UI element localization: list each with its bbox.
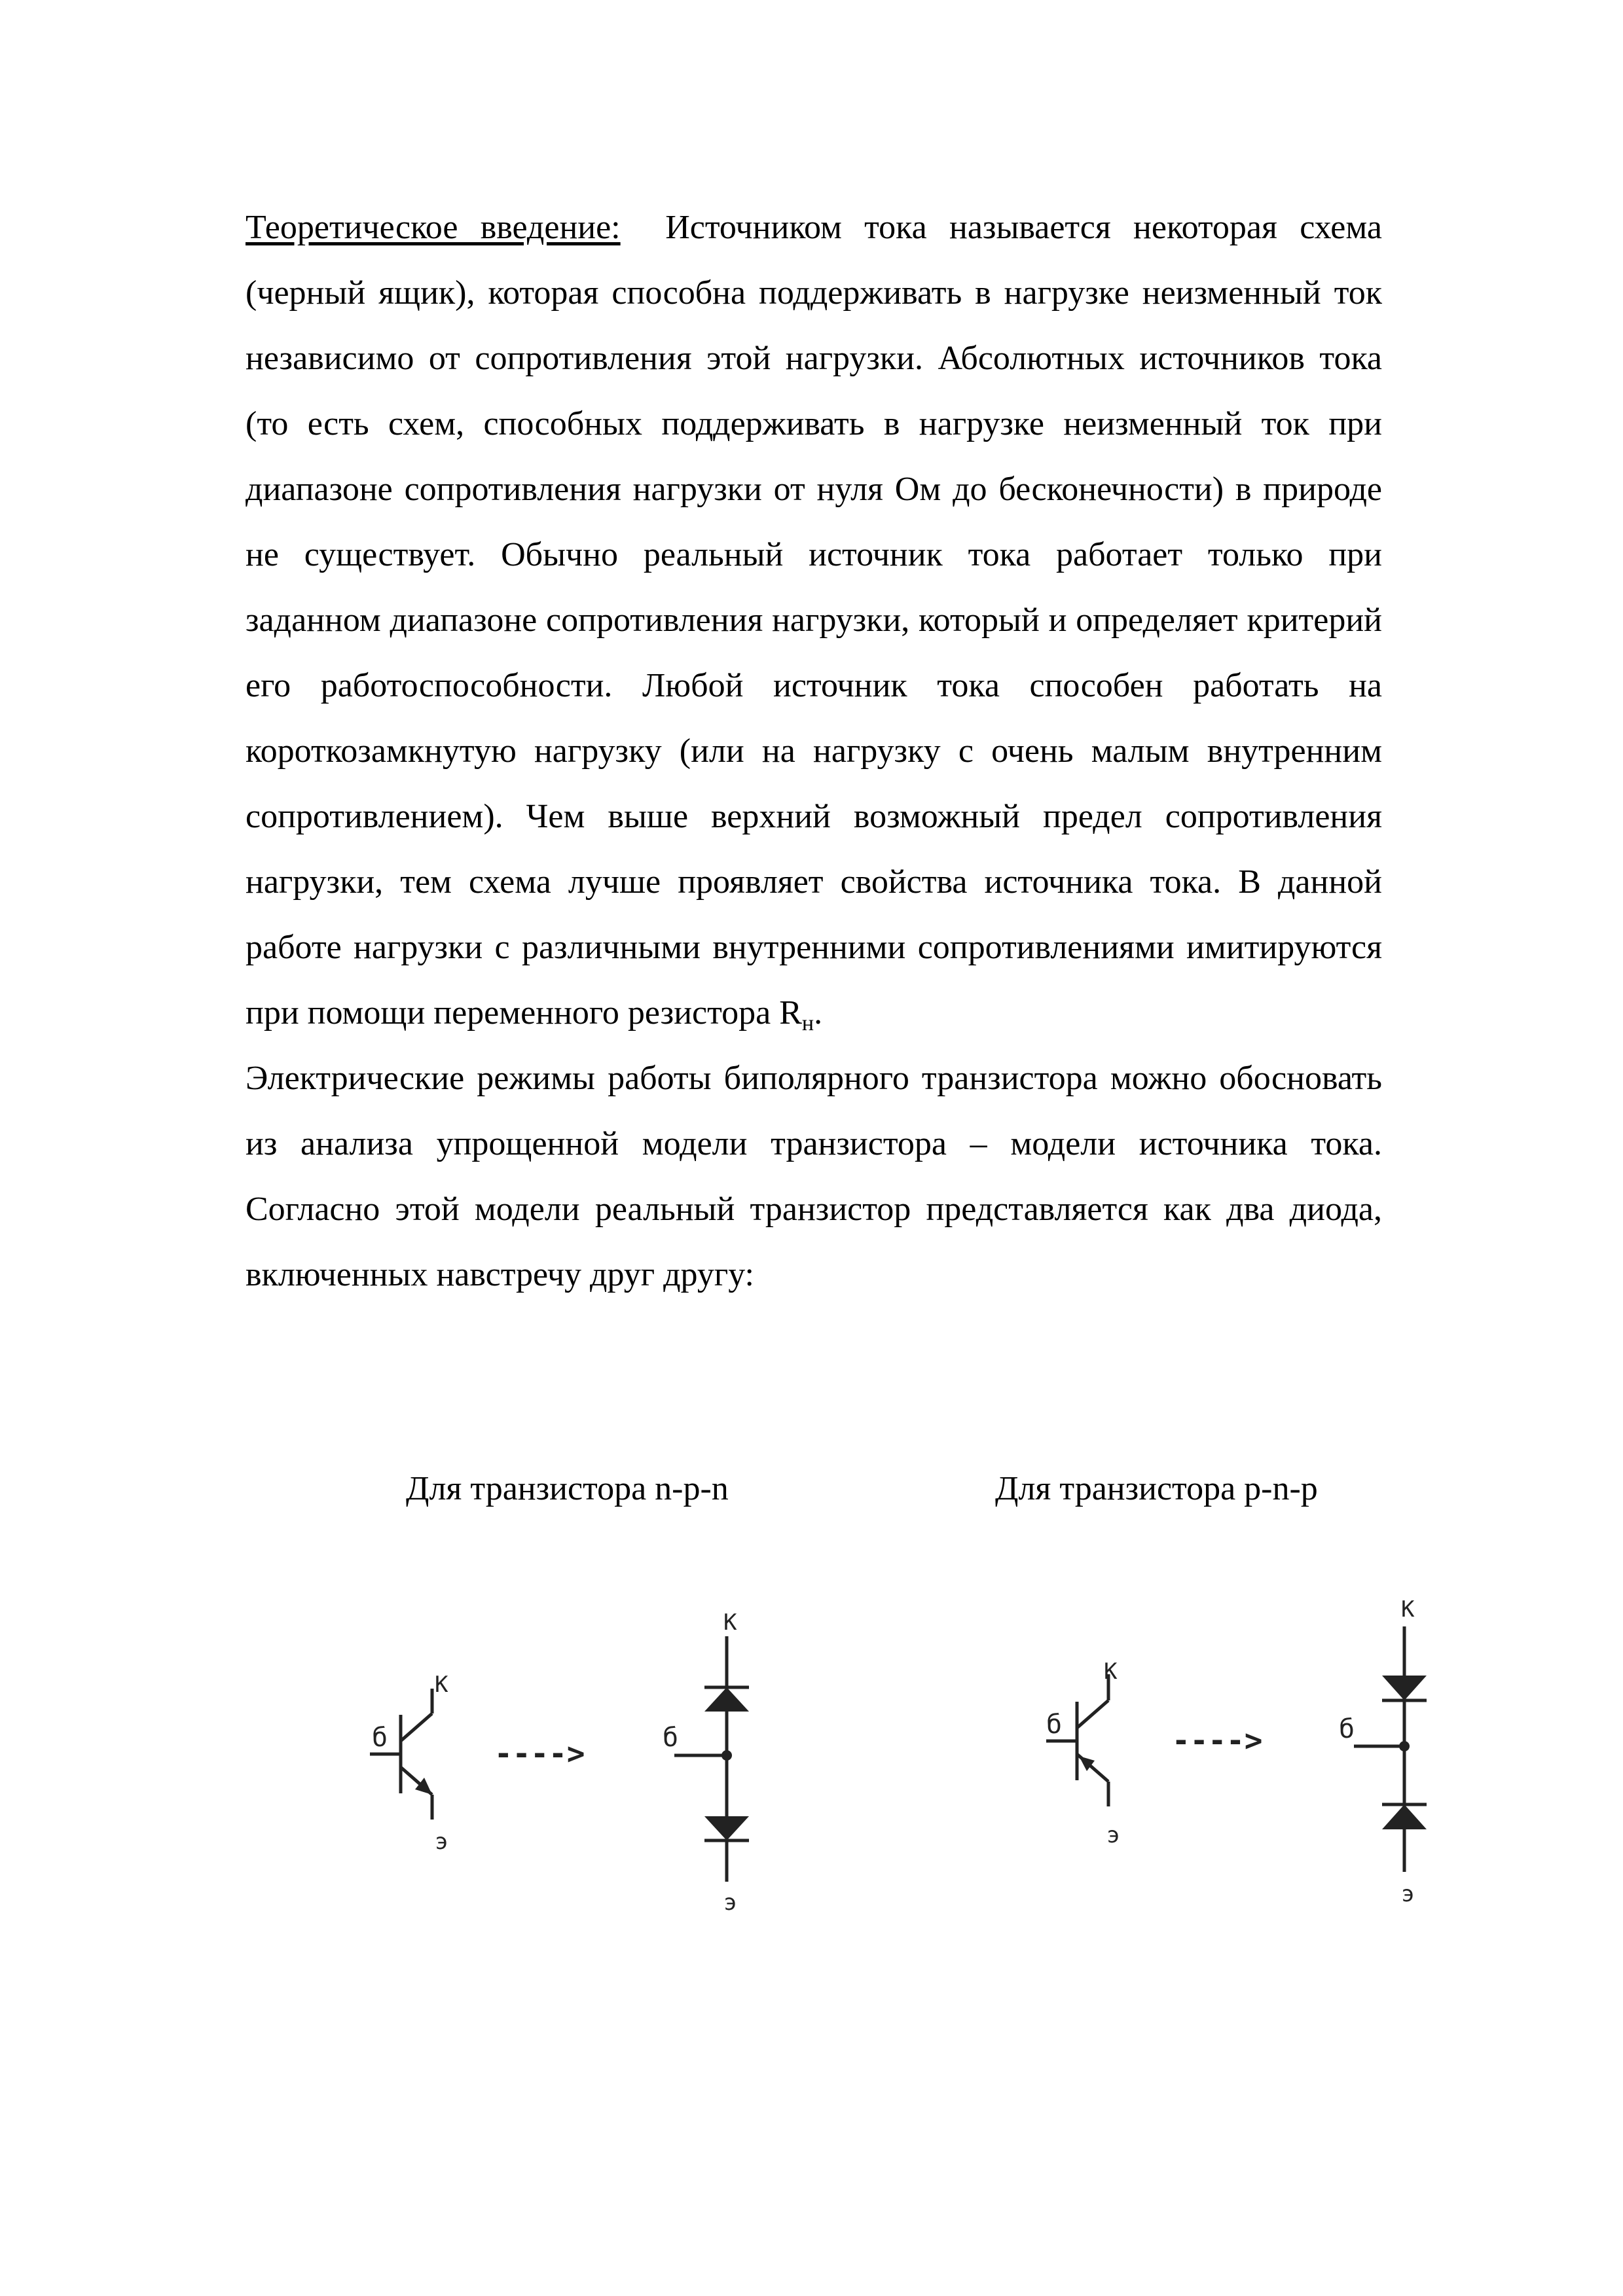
npn-transistor-symbol <box>370 1689 432 1820</box>
caption-npn: Для транзистора n-p-n <box>406 1470 729 1507</box>
model-paragraph: Электрические режимы работы биполярного транзистора можно обосновать из анализа упрощенной модели транзистора – модели источника тока. Согласно этой модели реальный транзистор представляется как два диода, включенных навстречу друг другу: <box>246 1060 1382 1293</box>
pnp-emitter-label: э <box>1106 1822 1120 1848</box>
npn-diode-base-label: б <box>663 1723 679 1753</box>
npn-diode-collector-label: К <box>723 1609 737 1636</box>
pnp-base-label: б <box>1046 1710 1063 1740</box>
pnp-diode-base-label: б <box>1339 1714 1355 1744</box>
pnp-arrow: ----> <box>1172 1723 1263 1758</box>
resistor-end: . <box>814 994 823 1031</box>
pnp-diode-collector-label: К <box>1401 1596 1415 1623</box>
npn-diode-emitter-label: э <box>723 1890 737 1916</box>
pnp-transistor-symbol <box>1046 1674 1108 1806</box>
npn-arrow: ----> <box>494 1736 585 1771</box>
npn-base-label: б <box>372 1723 388 1753</box>
npn-emitter-label: э <box>435 1829 448 1855</box>
pnp-diode-model <box>1354 1626 1427 1872</box>
resistor-subscript: н <box>801 1011 814 1035</box>
intro-text: Источником тока называется некоторая схема (черный ящик), которая способна поддерживать в нагрузке неизменный ток независимо от сопротивления этой нагрузки. Абсолютных источников тока (то есть схем, способных поддерживать в нагрузке неизменный ток при диапазоне сопротивления нагрузки от нуля Ом до бесконечности) в природе не существует. Обычно реальный источник тока работает только при заданном диапазоне сопротивления нагрузки, который и определяет критерий его работоспособности. Любой источник тока способен работать на короткозамкнутую нагрузку (или на нагрузку с очень малым внутренним сопротивлением). Чем выше верхний возможный предел сопротивления нагрузки, тем схема лучше проявляет свойства источника тока. В данной работе нагрузки с различными внутренними сопротивлениями имитируются при помощи переменного резистора <box>246 209 1383 1031</box>
npn-collector-label: К <box>435 1672 448 1698</box>
caption-pnp: Для транзистора p-n-p <box>995 1470 1318 1507</box>
pnp-diode-emitter-label: э <box>1401 1881 1415 1907</box>
intro-heading: Теоретическое введение: <box>246 209 621 246</box>
resistor-symbol: R <box>779 994 802 1031</box>
npn-diode-model <box>674 1636 749 1882</box>
pnp-collector-label: К <box>1104 1659 1118 1685</box>
